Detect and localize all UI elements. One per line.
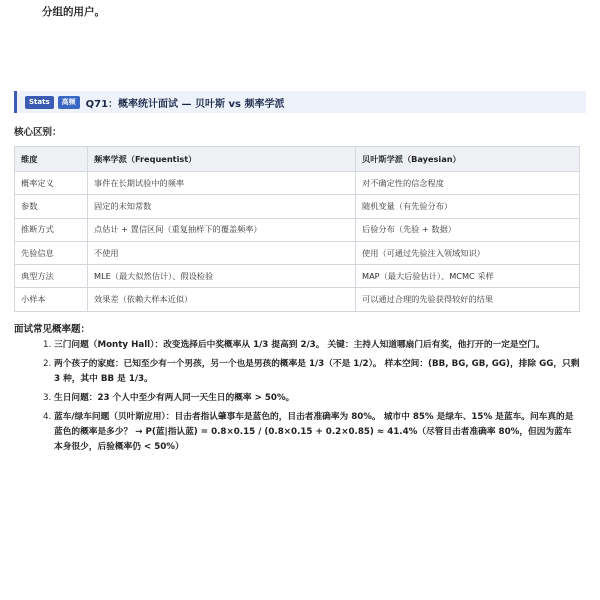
row-dimension: 概率定义 <box>15 172 88 195</box>
row-frequentist: 固定的未知常数 <box>88 195 356 218</box>
previous-section-fragment: 分组的用户。 <box>42 6 105 18</box>
problem-text: 蓝车/绿车问题（贝叶斯应用）：目击者指认肇事车是蓝色的，目击者准确率为 80%。 城市中 85% 是绿车、15% 是蓝车。问车真的是蓝色的概率是多少？ → P(蓝|指认蓝) = 0.8×0.15 / (0.8×0.15 + 0.2×0.85) ≈ 41.4%（尽管目击者准确率 80%，但因为蓝车本身很少，后验概率仍 < 50%） <box>54 412 574 452</box>
question-title: Q71：概率统计面试 — 贝叶斯 vs 频率学派 <box>85 98 285 110</box>
table-row <box>15 241 580 264</box>
table-row <box>15 218 580 241</box>
table-row <box>15 288 580 311</box>
header-bayesian: 贝叶斯学派（Bayesian） <box>356 147 580 172</box>
question-header <box>14 91 586 113</box>
table-row <box>15 172 580 195</box>
row-frequentist: MLE（最大似然估计）、假设检验 <box>88 265 356 288</box>
problems-heading: 面试常见概率题： <box>14 324 91 335</box>
row-dimension: 推断方式 <box>15 218 88 241</box>
table-row <box>15 195 580 218</box>
list-item <box>54 391 580 406</box>
table-header-row <box>15 147 580 172</box>
problem-text: 三门问题（Monty Hall）：改变选择后中奖概率从 1/3 提高到 2/3。 关键：主持人知道哪扇门后有奖，他打开的一定是空门。 <box>54 340 545 350</box>
row-frequentist: 点估计 + 置信区间（重复抽样下的覆盖频率） <box>88 218 356 241</box>
row-bayesian: 后验分布（先验 + 数据） <box>356 218 580 241</box>
row-frequentist: 不使用 <box>88 241 356 264</box>
row-bayesian: 对不确定性的信念程度 <box>356 172 580 195</box>
row-bayesian: 可以通过合理的先验获得较好的结果 <box>356 288 580 311</box>
table-row <box>15 265 580 288</box>
row-dimension: 典型方法 <box>15 265 88 288</box>
problem-list <box>14 338 580 459</box>
list-item <box>54 410 580 455</box>
row-bayesian: 随机变量（有先验分布） <box>356 195 580 218</box>
row-dimension: 小样本 <box>15 288 88 311</box>
core-diff-heading: 核心区别： <box>14 127 62 138</box>
list-item <box>54 357 580 387</box>
list-item <box>54 338 580 353</box>
stats-badge: Stats <box>25 96 54 109</box>
row-frequentist: 效果差（依赖大样本近似） <box>88 288 356 311</box>
row-dimension: 先验信息 <box>15 241 88 264</box>
header-dimension: 维度 <box>15 147 88 172</box>
row-frequentist: 事件在长期试验中的频率 <box>88 172 356 195</box>
header-frequentist: 频率学派（Frequentist） <box>88 147 356 172</box>
frequency-badge: 高频 <box>58 96 80 109</box>
problem-text: 生日问题：23 个人中至少有两人同一天生日的概率 > 50%。 <box>54 393 295 403</box>
problem-text: 两个孩子的家庭：已知至少有一个男孩，另一个也是男孩的概率是 1/3（不是 1/2）。 样本空间：(BB, BG, GB, GG)，排除 GG，只剩 3 种，其中 BB 是 1/3。 <box>54 359 580 384</box>
row-bayesian: 使用（可通过先验注入领域知识） <box>356 241 580 264</box>
row-bayesian: MAP（最大后验估计）、MCMC 采样 <box>356 265 580 288</box>
row-dimension: 参数 <box>15 195 88 218</box>
comparison-table <box>14 146 580 312</box>
